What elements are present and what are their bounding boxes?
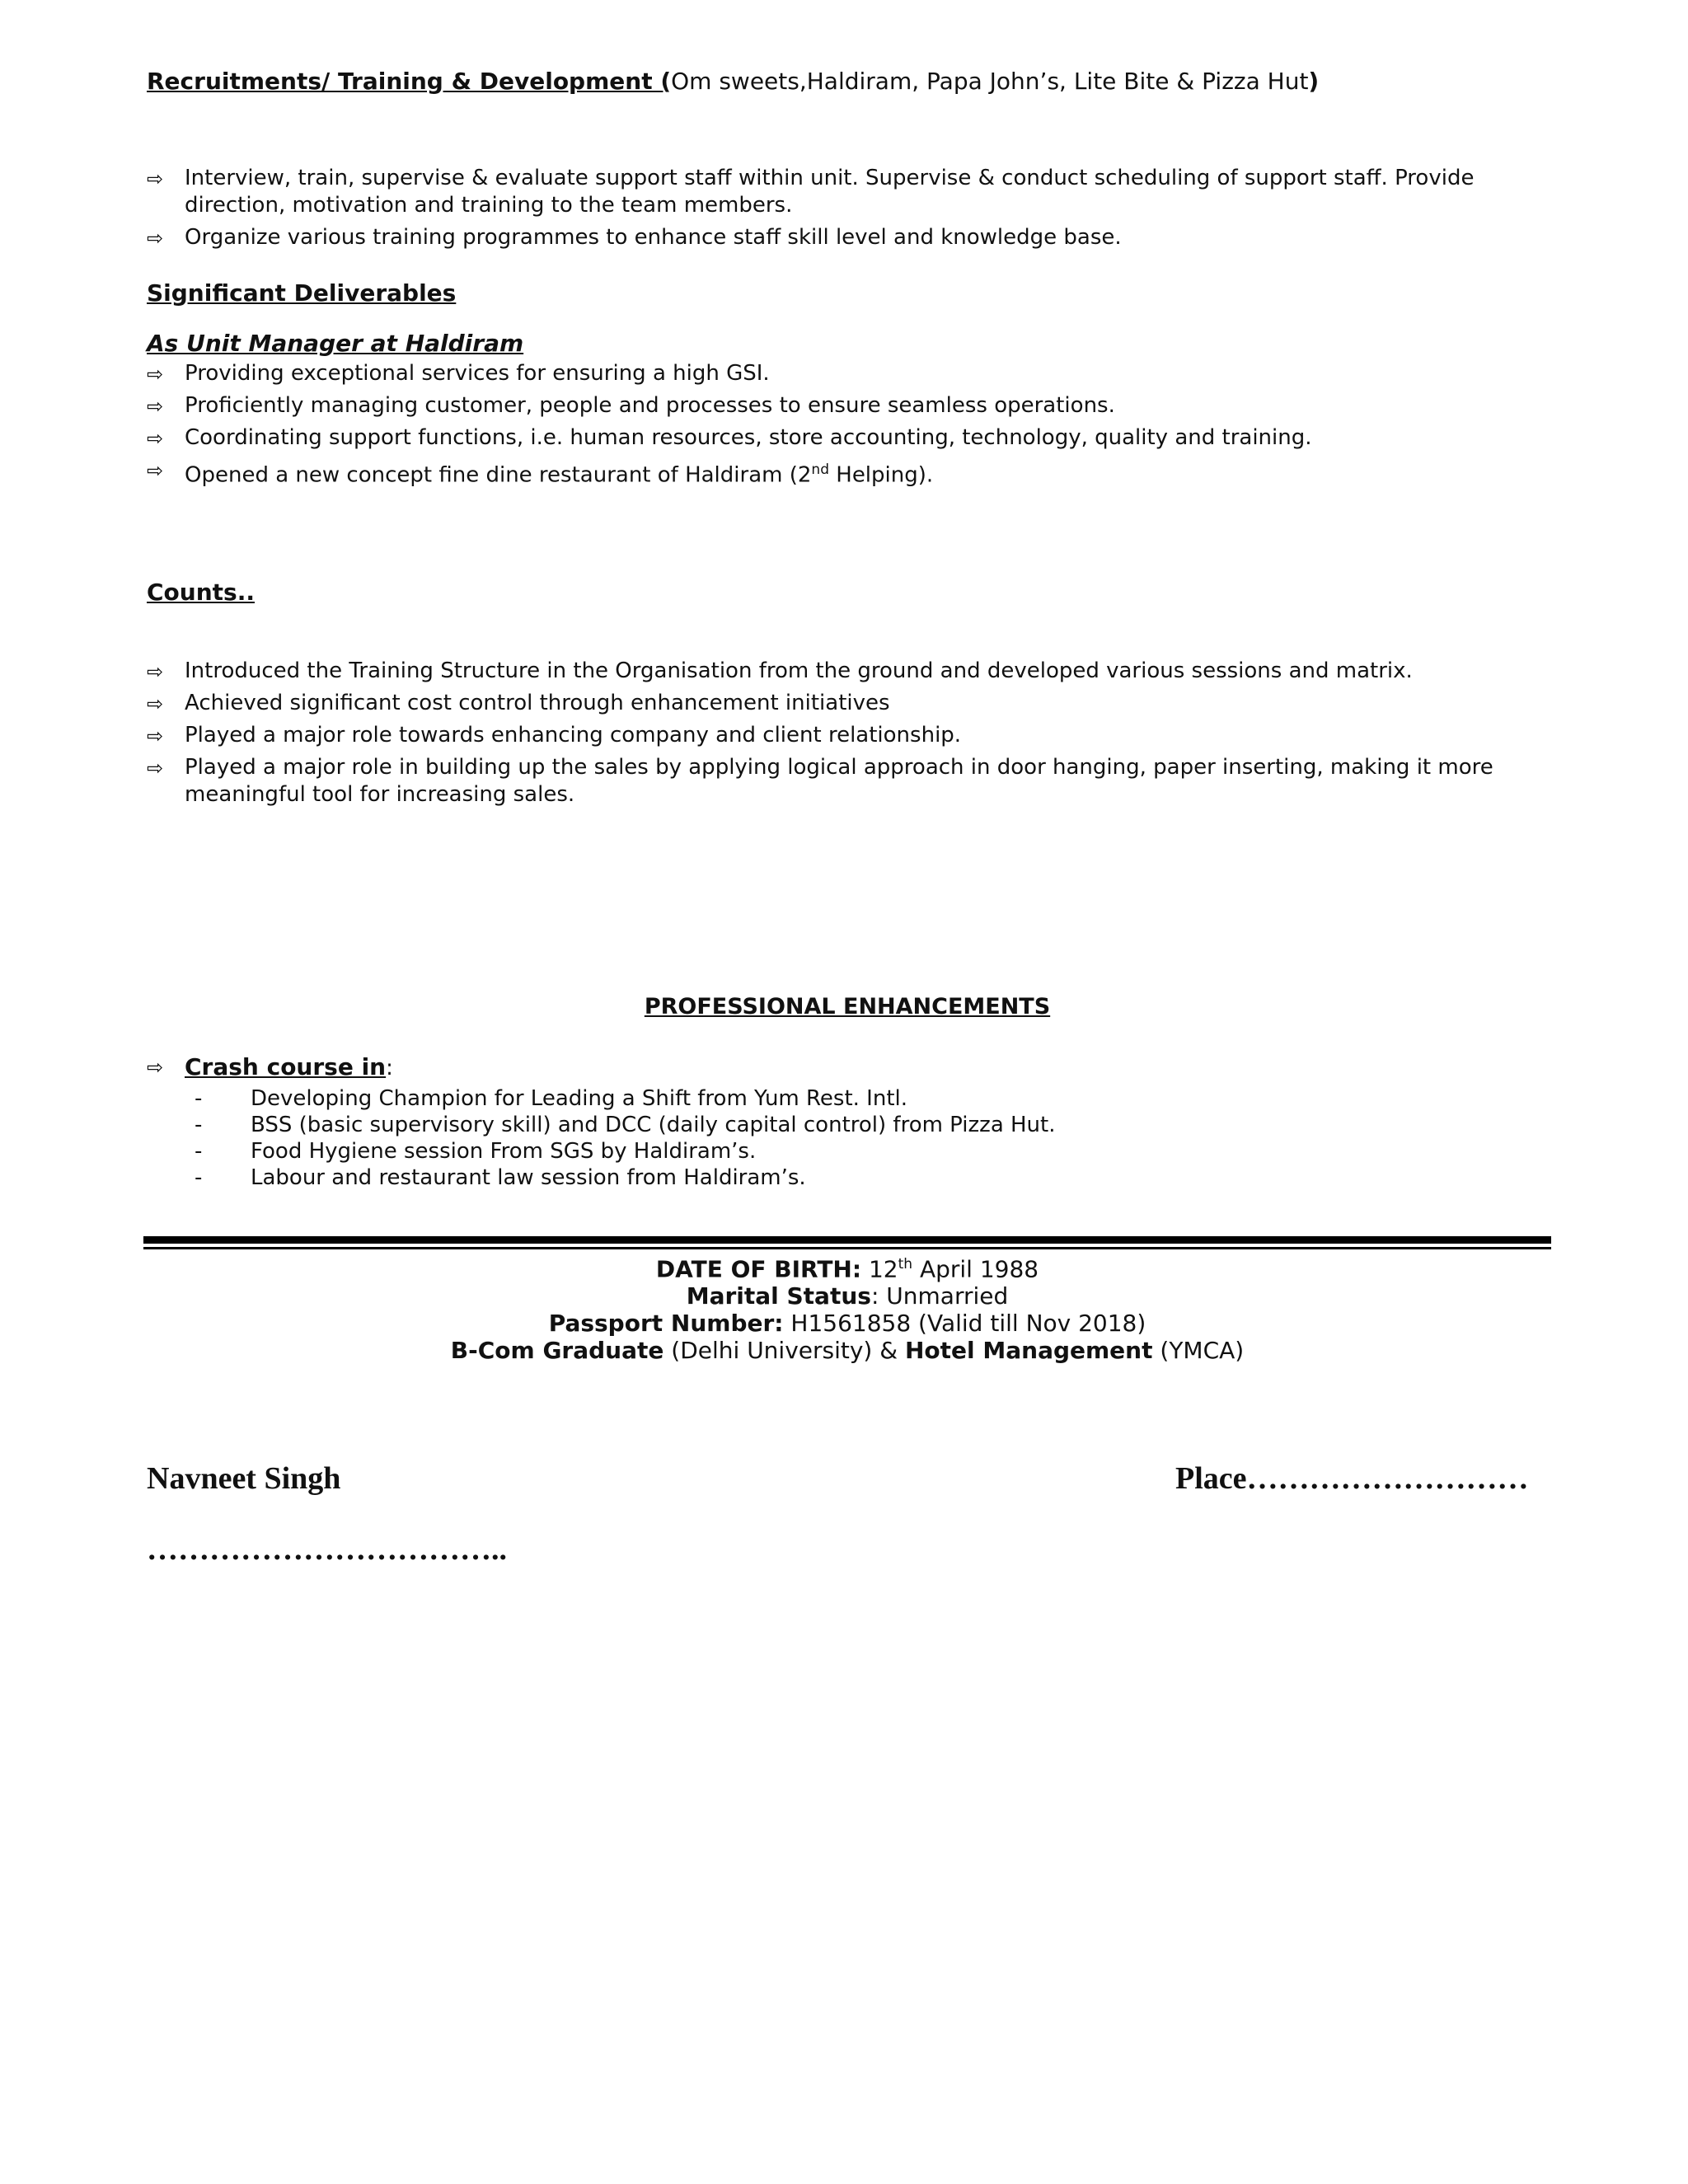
arrow-bullet-icon: ⇨ <box>147 1055 164 1079</box>
recruitments-companies: Om sweets,Haldiram, Papa John’s, Lite Bite & Pizza Hut <box>671 68 1309 95</box>
signature-dots: …………………………….. <box>147 1532 507 1567</box>
enhancements-heading: PROFESSIONAL ENHANCEMENTS <box>644 993 1051 1019</box>
counts-list <box>147 658 1548 808</box>
crash-course-label: Crash course in <box>185 1052 387 1080</box>
list-item: - BSS (basic supervisory skill) and DCC (daily capital control) from Pizza Hut. <box>195 1112 1056 1137</box>
list-item: - Labour and restaurant law session from Haldiram’s. <box>195 1165 806 1190</box>
divider-thick <box>143 1236 1551 1244</box>
list-item: ⇨ Introduced the Training Structure in the Organisation from the ground and developed various sessions and matrix. <box>147 658 1548 685</box>
passport-line: Passport Number: H1561858 (Valid till Nov 2018) <box>548 1310 1146 1338</box>
list-item: ⇨ Played a major role in building up the sales by applying logical approach in door hanging, paper inserting, making it more meaningful tool for increasing sales. <box>147 754 1493 807</box>
deliverables-heading: Significant Deliverables <box>147 279 457 307</box>
signature-place: Place……………………… <box>1175 1461 1529 1496</box>
signature-name: Navneet Singh <box>147 1461 341 1496</box>
dash-bullet-icon: - <box>195 1138 203 1164</box>
arrow-bullet-icon: ⇨ <box>147 724 164 748</box>
list-item: - Food Hygiene session From SGS by Haldiram’s. <box>195 1138 757 1164</box>
enhancements-list <box>147 1053 1548 1082</box>
arrow-bullet-icon: ⇨ <box>147 427 164 450</box>
arrow-bullet-icon: ⇨ <box>147 691 164 715</box>
arrow-bullet-icon: ⇨ <box>147 167 164 190</box>
dash-bullet-icon: - <box>195 1112 203 1137</box>
list-item: ⇨ Proficiently managing customer, people and processes to ensure seamless operations. <box>147 392 1548 419</box>
deliverables-subheading: As Unit Manager at Haldiram <box>147 330 524 357</box>
dash-bullet-icon: - <box>195 1165 203 1190</box>
list-item: ⇨ Coordinating support functions, i.e. human resources, store accounting, technology, quality and training. <box>147 424 1548 452</box>
personal-info <box>147 1251 1548 1364</box>
list-item: ⇨ Crash course in: <box>147 1052 393 1080</box>
dash-bullet-icon: - <box>195 1085 203 1111</box>
list-item: ⇨ Providing exceptional services for ensuring a high GSI. <box>147 360 1548 387</box>
resume-content <box>147 68 1548 1191</box>
education-line: B-Com Graduate (Delhi University) & Hotel Management (YMCA) <box>450 1337 1245 1365</box>
marital-line: Marital Status: Unmarried <box>686 1282 1009 1310</box>
divider-thin <box>143 1247 1551 1249</box>
counts-heading: Counts.. <box>147 578 255 606</box>
arrow-bullet-icon: ⇨ <box>147 459 164 482</box>
recruitments-heading <box>147 68 1548 95</box>
deliverables-list <box>147 360 1548 490</box>
list-item: ⇨ Played a major role towards enhancing company and client relationship. <box>147 722 1548 749</box>
list-item: ⇨ Achieved significant cost control through enhancement initiatives <box>147 690 1548 717</box>
recruitments-close: ) <box>1308 68 1320 95</box>
list-item: ⇨ Opened a new concept fine dine restaurant of Haldiram (2nd Helping). <box>147 459 934 488</box>
dob-line: DATE OF BIRTH: 12th April 1988 <box>655 1255 1039 1283</box>
recruitments-list <box>147 165 1548 251</box>
courses-list <box>147 1085 1548 1191</box>
arrow-bullet-icon: ⇨ <box>147 756 164 780</box>
recruitments-title: Recruitments/ Training & Development ( <box>147 68 672 95</box>
list-item: - Developing Champion for Leading a Shift from Yum Rest. Intl. <box>195 1085 908 1111</box>
arrow-bullet-icon: ⇨ <box>147 363 164 386</box>
list-item: ⇨ Organize various training programmes to enhance staff skill level and knowledge base. <box>147 224 1548 251</box>
arrow-bullet-icon: ⇨ <box>147 659 164 683</box>
list-item: ⇨ Interview, train, supervise & evaluate support staff within unit. Supervise & conduct scheduling of support staff. Provide direction, motivation and training to the team members. <box>147 166 1475 218</box>
arrow-bullet-icon: ⇨ <box>147 395 164 418</box>
arrow-bullet-icon: ⇨ <box>147 227 164 250</box>
